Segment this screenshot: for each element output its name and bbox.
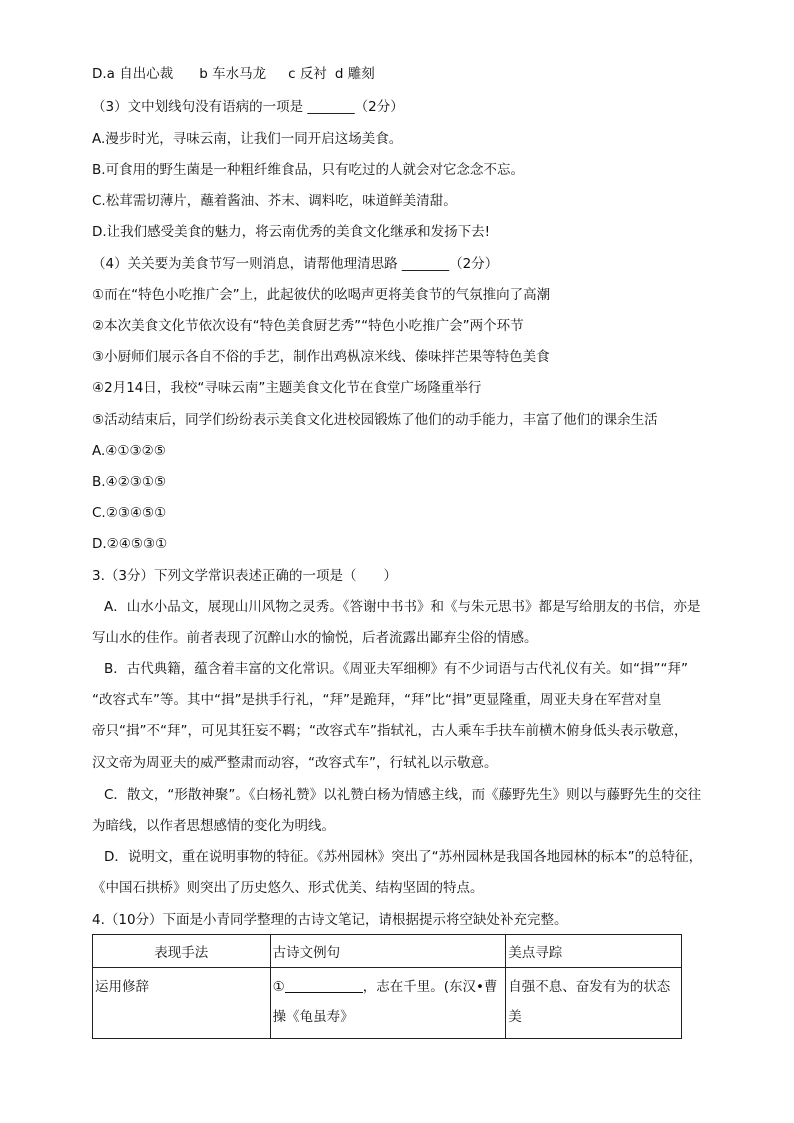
q3-stem: 3.（3分）下列文学常识表述正确的一项是（ ） (92, 568, 397, 584)
q2-d-option-d: d 雕刻 (334, 66, 375, 82)
table-header-example: 古诗文例句 (270, 935, 506, 968)
beauty-text-line2: 美 (508, 1009, 522, 1025)
q2-sub4-item: ⑤活动结束后，同学们纷纷表示美食文化进校园锻炼了他们的动手能力，丰富了他们的课余生活 (92, 412, 658, 428)
q2-sub4-option-a: A.④①③②⑤ (92, 443, 166, 459)
table-header-row (93, 935, 682, 968)
q3-option-b-line: 汉文帝为周亚夫的威严整肃而动容，“改容式车”，行轼礼以示敬意。 (92, 755, 498, 771)
q2-sub4-item: ①而在“特色小吃推广会”上，此起彼伏的吆喝声更将美食节的气氛推向了高潮 (92, 287, 551, 303)
q3-option-d-line: 《中国石拱桥》则突出了历史悠久、形式优美、结构坚固的特点。 (92, 880, 484, 896)
q2-d-option-c: c 反衬 (288, 66, 327, 82)
beauty-text-line1: 自强不息、奋发有为的状态 (508, 979, 671, 995)
fill-in-blank[interactable] (285, 978, 363, 993)
technique-cell (93, 968, 271, 1039)
q3-option-d-line: D．说明文，重在说明事物的特征。《苏州园林》突出了“苏州园林是我国各地园林的标本”的总特征， (104, 849, 703, 865)
q2-sub3-option-d: D.让我们感受美食的魅力，将云南优秀的美食文化继承和发扬下去! (92, 224, 491, 240)
q2-d-option-line (92, 64, 375, 84)
q2-sub4-item: ②本次美食文化节依次设有“特色美食厨艺秀”“特色小吃推广会”两个环节 (92, 318, 524, 334)
q2-d-option-b: b 车水马龙 (199, 66, 267, 82)
q2-sub4-option-c: C.②③④⑤① (92, 505, 167, 521)
table-row (93, 968, 682, 1039)
q2-sub4-item: ④2月14日，我校“寻味云南”主题美食文化节在食堂广场隆重举行 (92, 380, 482, 396)
table-header-technique: 表现手法 (93, 935, 271, 968)
q3-option-c-line: 为暗线，以作者思想感情的变化为明线。 (92, 818, 335, 834)
q2-sub3-option-c: C.松茸需切薄片，蘸着酱油、芥末、调料吃，味道鲜美清甜。 (92, 193, 457, 209)
poetry-notes-table (92, 934, 682, 1039)
q4-stem: 4.（10分）下面是小青同学整理的古诗文笔记，请根据提示将空缺处补充完整。 (92, 912, 568, 928)
q2-sub3-stem: （3）文中划线句没有语病的一项是 _______（2分） (92, 99, 404, 115)
table-header-beauty: 美点寻踪 (506, 935, 682, 968)
q3-option-b-line: B．古代典籍，蕴含着丰富的文化常识。《周亚夫军细柳》有不少词语与古代礼仪有关。如“揖”“拜” (104, 661, 688, 677)
q3-option-a-line: 写山水的佳作。前者表现了沉醉山水的愉悦，后者流露出鄙弃尘俗的情感。 (92, 630, 538, 646)
q2-sub3-option-a: A.漫步时光，寻味云南，让我们一同开启这场美食。 (92, 131, 403, 147)
q2-sub4-item: ③小厨师们展示各自不俗的手艺，制作出鸡枞凉米线、傣味拌芒果等特色美食 (92, 349, 550, 365)
example-text-line1: ，志在千里。(东汉•曹 (362, 979, 498, 995)
q2-sub3-option-b: B.可食用的野生菌是一种粗纤维食品，只有吃过的人就会对它念念不忘。 (92, 162, 525, 178)
q2-sub4-option-d: D.②④⑤③① (92, 536, 168, 552)
q3-option-b-line: “改容式车”等。其中“揖”是拱手行礼，“拜”是跪拜，“拜”比“揖”更显隆重，周亚夫身在军营对皇 (92, 692, 662, 708)
q2-sub4-option-b: B.④②③①⑤ (92, 474, 167, 490)
q2-sub4-stem: （4）关关要为美食节写一则消息，请帮他理清思路 _______（2分） (92, 256, 499, 272)
q3-option-c-line: C．散文，“形散神聚”。《白杨礼赞》以礼赞白杨为情感主线，而《藤野先生》则以与藤野先生的交往 (104, 787, 702, 803)
blank-number: ① (272, 979, 285, 995)
q2-d-option-a: D.a 自出心裁 (92, 66, 174, 82)
beauty-cell (506, 968, 682, 1039)
q3-option-b-line: 帝只“揖”不“拜”，可见其狂妄不羁；“改容式车”指轼礼，古人乘车手扶车前横木俯身低头表示敬意， (92, 723, 688, 739)
example-text-line2: 操《龟虽寿》 (272, 1009, 354, 1025)
q3-option-a-line: A．山水小品文，展现山川风物之灵秀。《答谢中书书》和《与朱元思书》都是写给朋友的书信，亦是 (104, 599, 701, 615)
example-cell (270, 968, 506, 1039)
technique-text: 运用修辞 (95, 979, 149, 995)
